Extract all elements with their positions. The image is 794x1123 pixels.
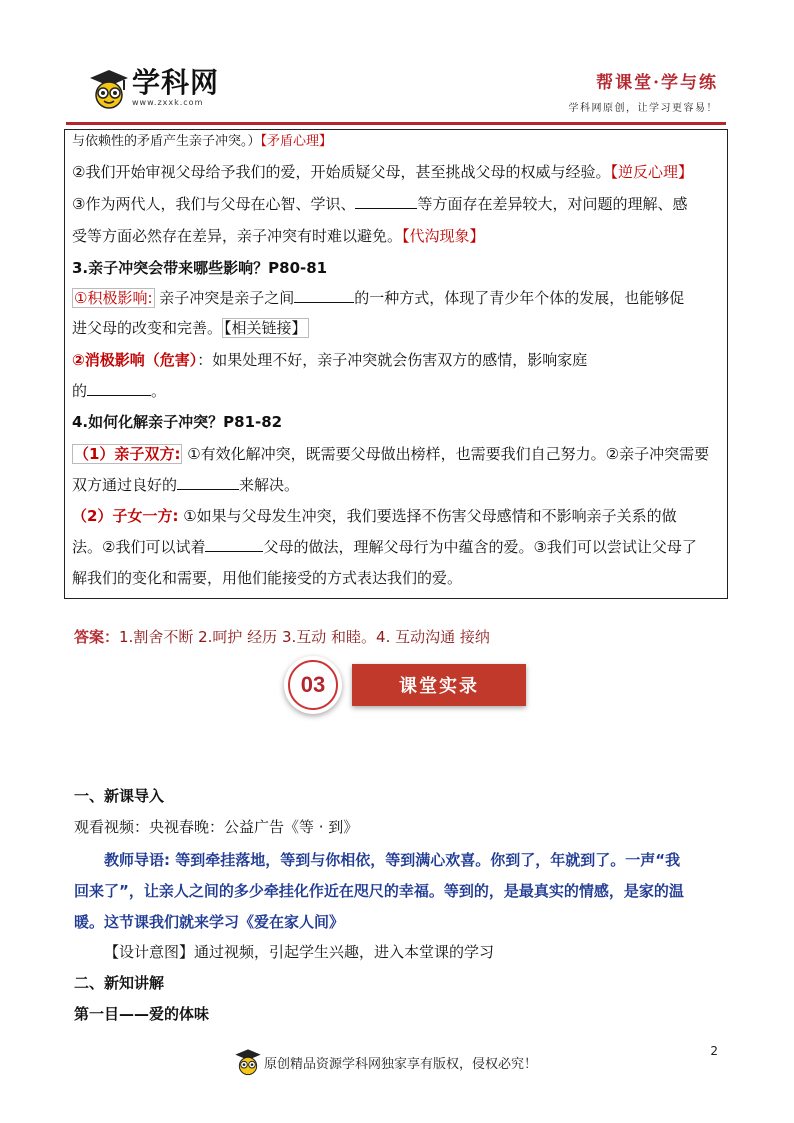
both-sides-line-1: （1）亲子双方: ①有效化解冲突，既需要父母做出榜样，也需要我们自己努力。②亲子冲突需要: [74, 445, 710, 463]
brand-subtitle: 学科网原创，让学习更容易！: [568, 103, 718, 114]
video-line: 观看视频：央视春晚：公益广告《等 · 到》: [74, 818, 359, 836]
blank: [205, 537, 263, 552]
negative-line-1: ②消极影响（危害）：如果处理不好，亲子冲突就会伤害双方的感情，影响家庭: [72, 351, 588, 369]
positive-label: ①积极影响:: [74, 289, 153, 307]
tag-generation-gap: 【代沟现象】: [402, 227, 485, 245]
section-number-badge: [284, 656, 342, 714]
footer: [234, 1048, 537, 1076]
logo-url: www.zxxk.com: [132, 98, 204, 107]
heading-first-item: 第一目——爱的体味: [74, 1005, 210, 1023]
negative-label: ②消极影响（危害）: [72, 351, 198, 369]
design-intent: 【设计意图】通过视频，引起学生兴趣，进入本堂课的学习: [104, 943, 495, 961]
box-line-4: 受等方面必然存在差异，亲子冲突有时难以避免。【代沟现象】: [72, 227, 485, 245]
mascot-icon: [88, 68, 130, 110]
section-number: 03: [288, 660, 338, 710]
logo: [88, 66, 248, 112]
brand: [569, 68, 719, 114]
box-line-3: ③作为两代人，我们与父母在心智、学识、 等方面存在差异较大，对问题的理解、感: [72, 195, 688, 213]
tag-related-link: 【相关链接】: [224, 319, 307, 337]
teacher-guide-line-3: 暖。这节课我们就来学习《爱在家人间》: [74, 913, 345, 931]
positive-line-1: ①积极影响: 亲子冲突是亲子之间 的一种方式，体现了青少年个体的发展，也能够促: [74, 289, 685, 307]
question-3: 3.亲子冲突会带来哪些影响？P80-81: [72, 259, 328, 277]
both-sides-line-2: 双方通过良好的 来解决。: [72, 476, 300, 494]
teacher-guide-label: 教师导语: [104, 851, 165, 869]
heading-new-knowledge: 二、新知讲解: [74, 974, 165, 992]
child-side-line-3: 解我们的变化和需要，用他们能接受的方式表达我们的爱。: [72, 569, 463, 587]
question-4: 4.如何化解亲子冲突？P81-82: [72, 413, 283, 431]
positive-line-2: 进父母的改变和完善。 【相关链接】: [72, 319, 307, 337]
blank: [355, 194, 417, 209]
tag-rebellion: 【逆反心理】: [610, 163, 693, 181]
blank: [177, 475, 239, 490]
blank: [294, 288, 354, 303]
footer-text: 原创精品资源学科网独家享有版权，侵权必究！: [264, 1056, 538, 1072]
header-rule: [66, 122, 726, 125]
child-side-line-2: 法。②我们可以试着 父母的做法，理解父母行为中蕴含的爱。③我们可以尝试让父母了: [72, 538, 697, 556]
answer-text: 1.割舍不断 2.呵护 经历 3.互动 和睦。4. 互动沟通 接纳: [119, 628, 490, 646]
negative-line-2: 的 。: [72, 382, 167, 400]
blank: [87, 381, 151, 396]
teacher-guide-line-1: 教师导语: 等到牵挂落地，等到与你相依，等到满心欢喜。你到了，年就到了。一声“我: [104, 851, 681, 869]
mascot-icon: [234, 1048, 262, 1076]
box-line-1: 与依赖性的矛盾产生亲子冲突。）【矛盾心理】: [72, 134, 333, 149]
logo-text: 学科网: [132, 66, 220, 99]
child-side-label: （2）子女一方:: [72, 507, 179, 525]
teacher-guide-line-2: 回来了”，让亲人之间的多少牵挂化作近在咫尺的幸福。等到的，是最真实的情感，是家的温: [74, 882, 684, 900]
heading-intro: 一、新课导入: [74, 787, 165, 805]
page-number: 2: [710, 1044, 718, 1058]
answer-line: [74, 626, 490, 647]
box-line-2: ②我们开始审视父母给予我们的爱，开始质疑父母，甚至挑战父母的权威与经验。【逆反心理】: [72, 163, 693, 181]
child-side-line-1: （2）子女一方: ①如果与父母发生冲突，我们要选择不伤害父母感情和不影响亲子关系的做: [72, 507, 677, 525]
both-sides-label: （1）亲子双方:: [74, 445, 181, 463]
tag-contradiction: 【矛盾心理】: [260, 134, 333, 149]
section-title: 课堂实录: [352, 664, 526, 706]
answer-label: 答案：: [74, 628, 120, 646]
brand-title: 帮课堂·学与练: [596, 73, 718, 93]
